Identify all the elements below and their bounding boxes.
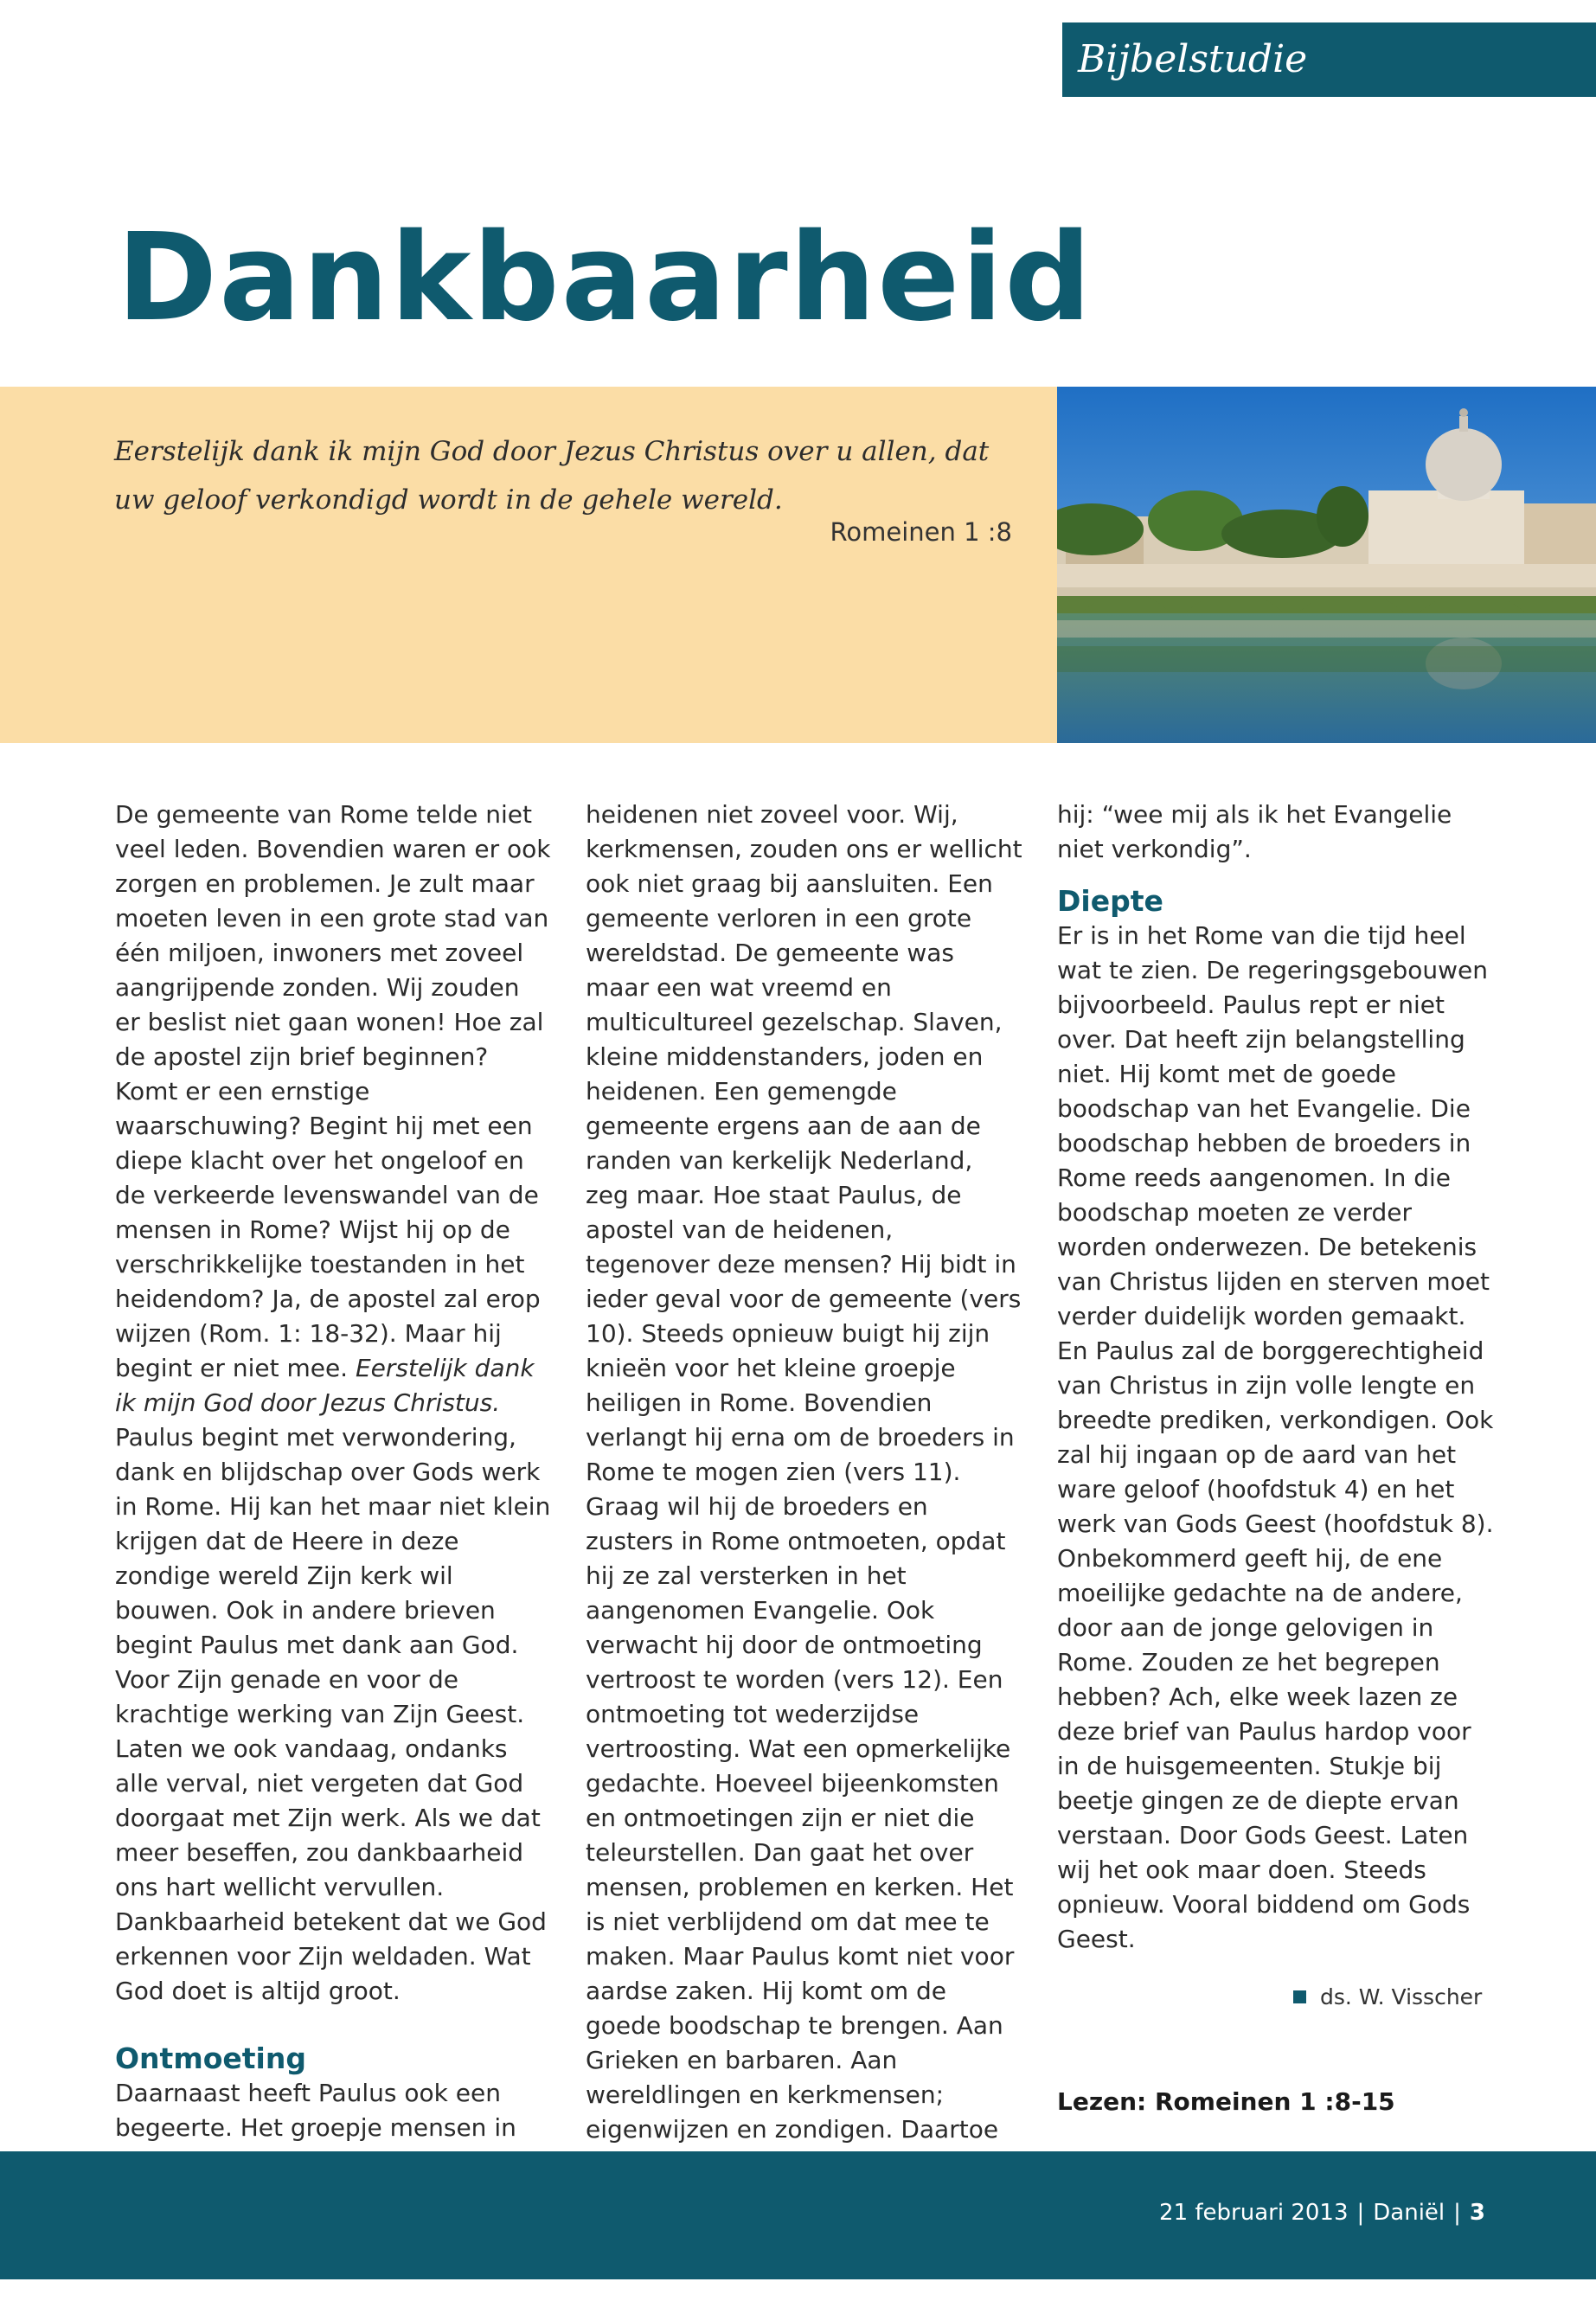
page-title: Dankbaarheid [117,208,1093,349]
article-paragraph: De gemeente van Rome telde niet veel leden. Bovendien waren er ook zorgen en problemen. Je zult maar moeten leven in een grote stad van één miljoen, inwoners met zoveel aangrijpende zonden. Wij zouden er beslist niet gaan wonen! Hoe zal de apostel zijn brief beginnen? Komt er een ernstige waarschuwing? Begint hij met een diepe klacht over het ongeloof en de verkeerde levenswandel van de mensen in Rome? Wijst hij op de verschrikkelijke toestanden in het heidendom? Ja, de apostel zal erop wijzen (Rom. 1: 18-32). Maar hij begint er niet mee. Eerstelijk dank ik mijn God door Jezus Christus. Paulus begint met verwondering, dank en blijdschap over Gods werk in Rome. Hij kan het maar niet klein krijgen dat de Heere in deze zondige wereld Zijn kerk wil bouwen. Ook in andere brieven begint Paulus met dank aan God. Voor Zijn genade en voor de krachtige werking van Zijn Geest. Laten we ook vandaag, ondanks alle verval, niet vergeten dat God doorgaat met Zijn werk. Als we dat meer beseffen, zou dankbaarheid ons hart wellicht vervullen. Dankbaarheid betekent dat we God erkennen voor Zijn weldaden. Wat God doet is altijd groot. [115,800,551,2005]
page-footer [0,2151,1596,2279]
magazine-name: Daniël [1373,2200,1445,2226]
page-number: 3 [1469,2200,1485,2226]
article-paragraph: Daarnaast heeft Paulus ook een begeerte. Het groepje mensen in [115,2079,516,2142]
article-paragraph: Er is in het Rome van die tijd heel wat te zien. De regeringsgebouwen bijvoorbeeld. Paulus rept er niet over. Dat heeft zijn belangstelling niet. Hij komt met de goede boodschap van het Evangelie. Die boodschap hebben de broeders in Rome reeds aangenomen. In die boodschap moeten ze verder worden onderwezen. De betekenis van Christus lijden en sterven moet verder duidelijk worden gemaakt. En Paulus zal de borggerechtigheid van Christus in zijn volle lengte en breedte prediken, verkondigen. Ook zal hij ingaan op de aard van het ware geloof (hoofdstuk 4) en het werk van Gods Geest (hoofdstuk 8). Onbekommerd geeft hij, de ene moeilijke gedachte na de andere, door aan de jonge gelovigen in Rome. Zouden ze het begrepen hebben? Ach, elke week lazen ze deze brief van Paulus hardop voor in de huisgemeenten. Stukje bij beetje gingen ze de diepte ervan verstaan. Door Gods Geest. Laten wij het ook maar doen. Steeds opnieuw. Vooral biddend om Gods Geest. [1057,921,1494,1953]
author-credit [1293,1984,1482,2009]
article-column-1 [115,798,552,2180]
article-paragraph: hij: “wee mij als ik het Evangelie niet verkondig”. [1057,800,1452,863]
article-paragraph: heidenen niet zoveel voor. Wij, kerkmensen, zouden ons er wellicht ook niet graag bij aansluiten. Een gemeente verloren in een grote wereldstad. De gemeente was maar een wat vreemd en multicultureel gezelschap. Slaven, kleine middenstanders, joden en heidenen. Een gemengde gemeente ergens aan de aan de randen van kerkelijk Nederland, zeg maar. Hoe staat Paulus, de apostel van de heidenen, tegenover deze mensen? Hij bidt in ieder geval voor de gemeente (vers 10). Steeds opnieuw buigt hij zijn knieën voor het kleine groepje heiligen in Rome. Bovendien verlangt hij erna om de broeders in Rome te mogen zien (vers 11). Graag wil hij de broeders en zusters in Rome ontmoeten, opdat hij ze zal versterken in het aangenomen Evangelie. Ook verwacht hij door de ontmoeting vertroost te worden (vers 12). Een ontmoeting tot wederzijdse vertroosting. Wat een opmerkelijke gedachte. Hoeveel bijeenkomsten en ontmoetingen zijn er niet die teleurstellen. Dan gaat het over mensen, problemen en kerken. Het is niet verblijdend om dat mee te maken. Maar Paulus komt niet voor aardse zaken. Hij komt om de goede boodschap te brengen. Aan Grieken en barbaren. Aan wereldlingen en kerkmensen; eigenwijzen en zondigen. Daartoe [586,800,1022,2144]
footer-info [1159,2200,1485,2226]
author-name: ds. W. Visscher [1320,1984,1483,2009]
subheading-diepte: Diepte [1057,884,1163,918]
subheading-ontmoeting: Ontmoeting [115,2041,306,2075]
reading-reference: Lezen: Romeinen 1 :8-15 [1057,2087,1395,2116]
rome-bridge-photo [1057,387,1596,743]
article-column-3 [1057,798,1494,1957]
emphasized-quote: Eerstelijk dank ik mijn God door Jezus Christus. [115,1354,535,1417]
quote-reference: Romeinen 1 :8 [830,517,1012,547]
issue-date: 21 februari 2013 [1159,2200,1349,2226]
separator: | [1453,2200,1461,2226]
square-bullet-icon [1293,1990,1306,2003]
separator: | [1356,2200,1365,2226]
article-column-2 [586,798,1022,2251]
bible-quote: Eerstelijk dank ik mijn God door Jezus Christus over u allen, dat uw geloof verkondigd wordt in de gehele wereld. [114,436,990,516]
section-tag: Bijbelstudie [1062,22,1596,97]
